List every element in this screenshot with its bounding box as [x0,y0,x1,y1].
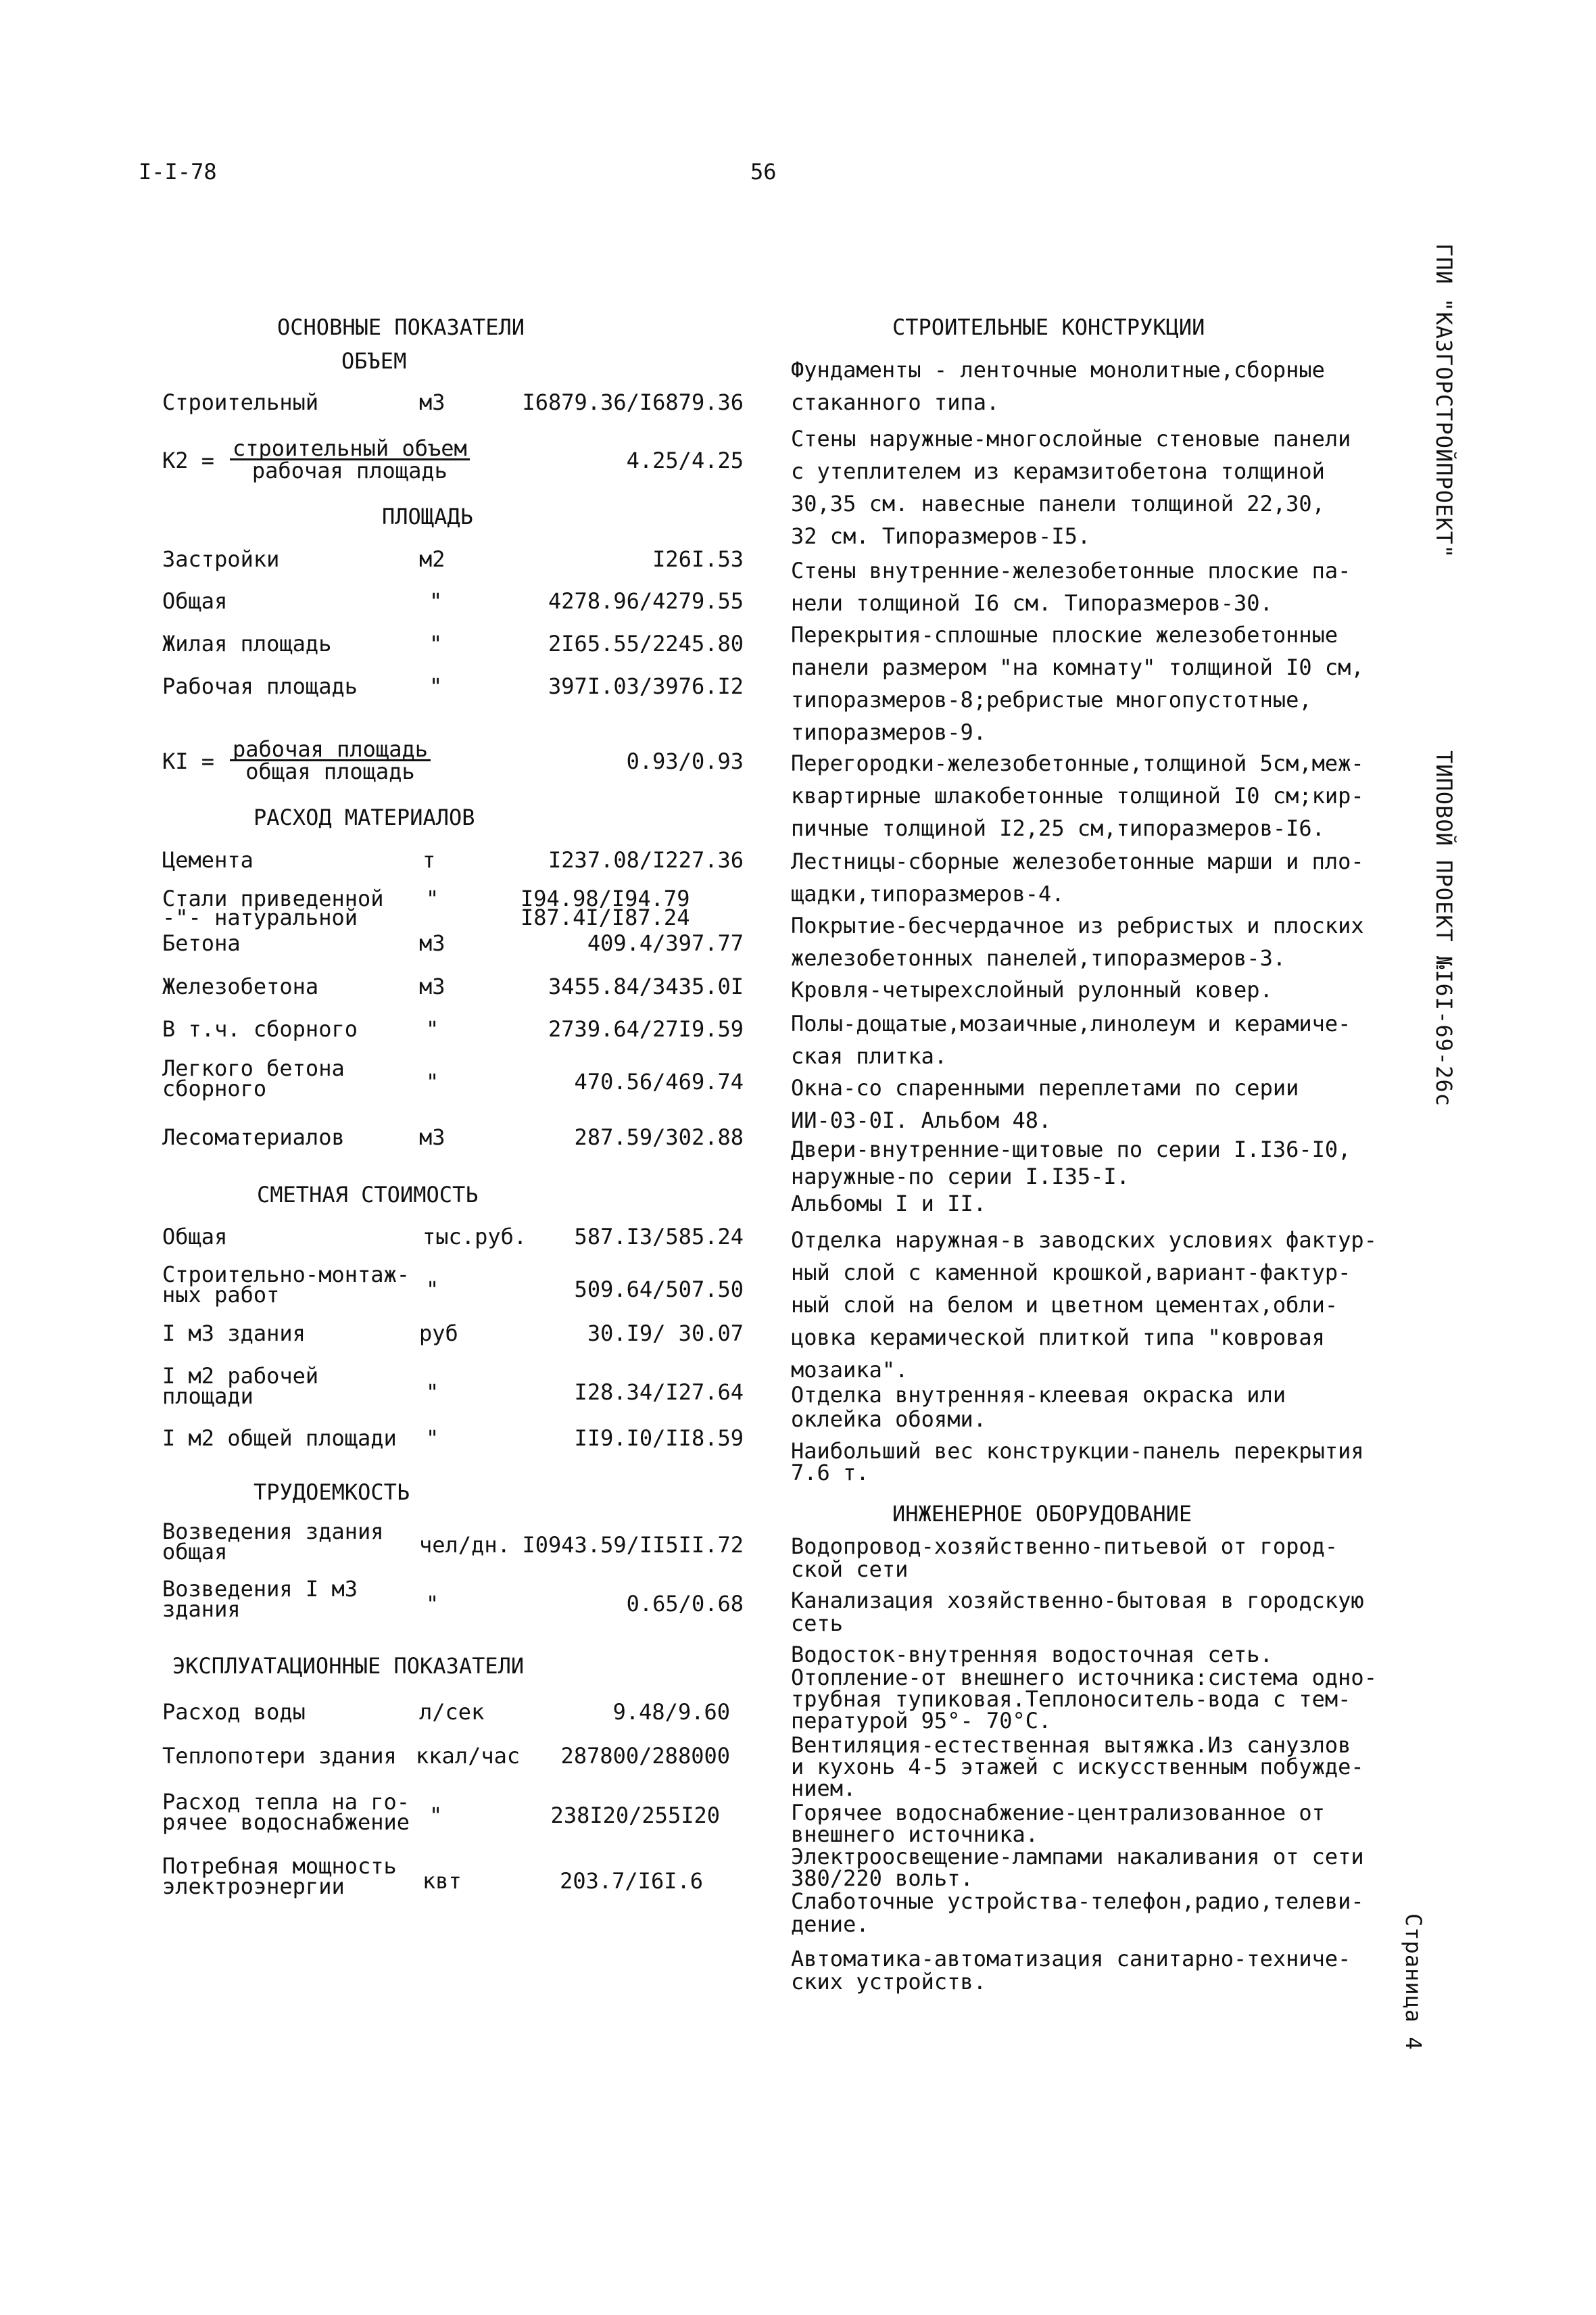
row-unit: " [429,588,443,614]
row-label: Общая [162,1224,228,1249]
k1-denominator: общая площадь [245,759,415,784]
row-label: Лесоматериалов [162,1124,345,1150]
row-label: Возведения I м3 здания [162,1576,358,1622]
row-label: Рабочая площадь [162,673,358,699]
engineering-item: Водосток-внутренняя водосточная сеть. [791,1642,1273,1667]
document-code: I-I-78 [139,159,217,185]
row-unit: " [429,1803,443,1828]
k2-fraction [230,435,470,483]
engineering-item: Автоматика-автоматизация санитарно-техниче- ских устройств. [791,1946,1351,1995]
row-value: 287800/288000 [560,1743,730,1769]
row-value: I237.08/I227.36 [548,847,744,873]
row-unit: м3 [419,974,445,999]
construction-item: Наибольший вес конструкции-панель перекрытия 7.6 т. [791,1438,1364,1485]
construction-item: Покрытие-бесчердачное из ребристых и плоских железобетонных панелей,типоразмеров-3. [791,913,1364,971]
margin-organization: ГПИ "КАЗГОРСТРОЙПРОЕКТ" [1431,243,1457,559]
row-label: Цемента [162,847,253,873]
row-unit: м3 [419,930,445,956]
k2-formula [162,435,744,483]
construction-item: Стены наружные-многослойные стеновые панели с утеплителем из керамзитобетона толщиной 30,35 см. навесные панели толщиной 22,30, 32 см. Типоразмеров-I5. [791,426,1351,549]
row-label: Теплопотери здания [162,1743,397,1769]
row-label: Легкого бетона сборного [162,1055,345,1101]
row-unit: " [426,1016,439,1042]
row-label: I м2 общей площади [162,1425,397,1451]
row-value: 4278.96/4279.55 [548,588,744,614]
engineering-item: Горячее водоснабжение-централизованное от внешнего источника. [791,1800,1325,1847]
row-value: I0943.59/II5II.72 [522,1532,744,1558]
row-value: 0.65/0.68 [626,1591,744,1617]
k2-value: 4.25/4.25 [626,448,744,473]
row-value: 409.4/397.77 [587,930,744,956]
construction-item: Перегородки-железобетонные,толщиной 5см,меж- квартирные шлакобетонные толщиной I0 см;кир- пичные толщиной I2,25 см,типоразмеров-I6. [791,750,1364,841]
row-label: Строительный [162,389,319,415]
margin-project: ТИПОВОЙ ПРОЕКТ №I6I-69-26с [1431,750,1457,1107]
row-unit: л/сек [419,1699,485,1725]
construction-item: Отделка внутренняя-клеевая окраска или оклейка обоями. [791,1382,1286,1432]
engineering-item: Водопровод-хозяйственно-питьевой от город- ской сети [791,1533,1338,1582]
row-label: Расход тепла на го- рячее водоснабжение [162,1789,410,1835]
row-unit: ккал/час [416,1743,521,1769]
engineering-item: Канализация хозяйственно-бытовая в городскую сеть [791,1588,1364,1636]
row-value: 9.48/9.60 [612,1699,730,1725]
row-unit: " [426,1379,439,1405]
row-unit: " [429,673,443,699]
k1-fraction [230,736,431,784]
row-label: Железобетона [162,974,319,999]
row-unit: м3 [419,389,445,415]
row-label: Бетона [162,930,241,956]
row-unit: чел/дн. [419,1532,510,1558]
materials-title: РАСХОД МАТЕРИАЛОВ [253,805,475,830]
row-value: 2739.64/27I9.59 [548,1016,744,1042]
row-unit: руб [419,1320,458,1346]
row-unit: " [426,1591,439,1617]
row-label: Потребная мощность электроэнергии [162,1853,397,1899]
row-unit: квт [422,1868,462,1894]
construction-item: Фундаменты - ленточные монолитные,сборные стаканного типа. [791,357,1325,415]
row-value: 509.64/507.50 [574,1276,744,1302]
construction-item: Перекрытия-сплошные плоские железобетонные панели размером "на комнату" толщиной I0 см, типоразмеров-8;ребристые многопустотные, типоразмеров-9. [791,622,1364,745]
row-unit: м3 [419,1124,445,1150]
labor-title: ТРУДОЕМКОСТЬ [253,1479,410,1505]
row-unit: " [429,631,443,657]
row-value: 587.I3/585.24 [574,1224,744,1249]
construction-item: Двери-внутренние-щитовые по серии I.I36-I0, наружные-по серии I.I35-I. Альбомы I и II. [791,1137,1351,1216]
k2-numerator: строительный объем [230,438,470,460]
row-value: I94.98/I94.79 I87.4I/I87.24 [521,886,690,930]
engineering-item: Отопление-от внешнего источника:система одно- трубная тупиковая.Теплоноситель-вода с тем- пературой 95°- 70°С. [791,1665,1377,1734]
row-value: 30.I9/ 30.07 [587,1320,744,1346]
row-label: Общая [162,588,228,614]
row-label: Расход воды [162,1699,306,1725]
constructions-title: СТРОИТЕЛЬНЫЕ КОНСТРУКЦИИ [892,314,1205,340]
engineering-item: Слаботочные устройства-телефон,радио,телеви- дение. [791,1888,1364,1937]
construction-item: Окна-со спаренными переплетами по серии ИИ-03-0I. Альбом 48. [791,1075,1299,1133]
row-label: Строительно-монтаж- ных работ [162,1262,410,1308]
k1-numerator: рабочая площадь [230,739,431,761]
k2-denominator: рабочая площадь [251,458,448,483]
k1-value: 0.93/0.93 [626,748,744,774]
row-label: I м2 рабочей площади [162,1363,319,1409]
k1-formula [162,736,744,784]
construction-item: Отделка наружная-в заводских условиях фактур- ный слой с каменной крошкой,вариант-фактур- ный слой на белом и цветном цементах,обли- цовка керамической плиткой типа "ковровая мозаика". [791,1227,1377,1383]
row-label: I м3 здания [162,1320,306,1346]
row-unit: " [426,1425,439,1451]
row-unit: " [426,1276,439,1302]
row-unit: " [426,1069,439,1095]
row-unit: т [422,847,436,873]
construction-item: Лестницы-сборные железобетонные марши и пло- щадки,типоразмеров-4. [791,849,1364,907]
row-value: 470.56/469.74 [574,1069,744,1095]
row-value: 397I.03/3976.I2 [548,673,744,699]
k1-symbol: KI = [162,748,215,774]
row-value: 203.7/I6I.6 [560,1868,703,1894]
row-value: I28.34/I27.64 [574,1379,744,1405]
row-label: Жилая площадь [162,631,332,657]
row-unit: тыс.руб. [422,1224,527,1249]
row-label: Возведения здания общая [162,1519,384,1565]
construction-item: Стены внутренние-железобетонные плоские па- нели толщиной I6 см. Типоразмеров-30. [791,558,1351,616]
row-value: 287.59/302.88 [574,1124,744,1150]
construction-item: Полы-дощатые,мозаичные,линолеум и керамиче- ская плитка. [791,1011,1351,1069]
construction-item: Кровля-четырехслойный рулонный ковер. [791,977,1273,1003]
engineering-item: Вентиляция-естественная вытяжка.Из санузлов и кухонь 4-5 этажей с искусственным побужде- нием. [791,1732,1364,1801]
row-value: 3455.84/3435.0I [548,974,744,999]
volume-title: ОБЪЕМ [341,348,407,374]
row-label: В т.ч. сборного [162,1016,358,1042]
operational-title: ЭКСПЛУАТАЦИОННЫЕ ПОКАЗАТЕЛИ [172,1653,525,1679]
main-indicators-title: ОСНОВНЫЕ ПОКАЗАТЕЛИ [277,314,525,340]
k2-symbol: K2 = [162,448,215,473]
engineering-item: Электроосвещение-лампами накаливания от сети 380/220 вольт. [791,1844,1364,1891]
row-label: Застройки [162,546,280,572]
margin-sheet: Страница 4 [1401,1913,1426,2051]
cost-title: СМЕТНАЯ СТОИМОСТЬ [257,1182,479,1208]
page-number: 56 [750,159,777,185]
row-unit: м2 [419,546,445,572]
row-value: 238I20/255I20 [550,1803,720,1828]
row-value: I6879.36/I6879.36 [522,389,744,415]
row-value: 2I65.55/2245.80 [548,631,744,657]
area-title: ПЛОЩАДЬ [382,504,473,529]
engineering-title: ИНЖЕНЕРНОЕ ОБОРУДОВАНИЕ [892,1501,1192,1527]
row-value: II9.I0/II8.59 [574,1425,744,1451]
row-unit: " [426,886,439,911]
row-label: Стали приведенной -"- натуральной [162,886,384,930]
row-value: I26I.53 [652,546,744,572]
